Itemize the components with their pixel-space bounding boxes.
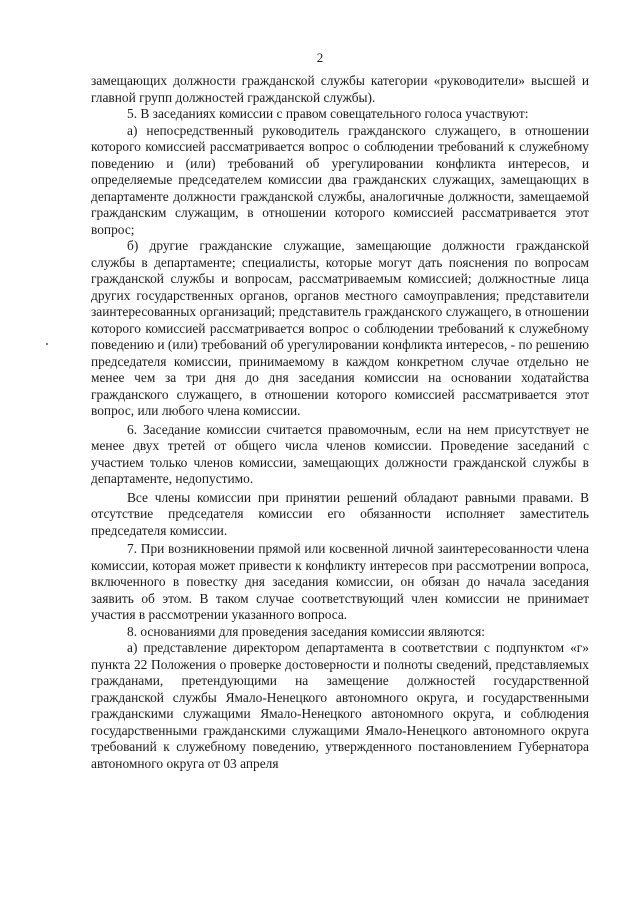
paragraph-item-8a: а) представление директором департамента в соответствии с подпунктом «г» пункта 22 Положения о проверке достоверности и полноты сведений, представляемых гражданами, претендующими на замещение должностей государственной гражданской службы Ямало-Ненецкого автономного округа, и государственными гражданскими служащими Ямало-Ненецкого автономного округа, и соблюдения государственными гражданскими служащими Ямало-Ненецкого автономного округа требований к служебному поведению, утвержденного постановлением Губернатора автономного округа от 03 апреля (91, 640, 589, 771)
document-body (91, 73, 589, 772)
paragraph-continuation: замещающих должности гражданской службы категории «руководители» высшей и главной групп должностей гражданской службы). (91, 73, 589, 105)
page-number: 2 (316, 50, 324, 65)
paragraph-item-7: 7. При возникновении прямой или косвенной личной заинтересованности члена комиссии, которая может привести к конфликту интересов при рассмотрении вопроса, включенного в повестку дня заседания комиссии, он обязан до начала заседания заявить об этом. В таком случае соответствующий член комиссии не принимает участия в рассмотрении указанного вопроса. (91, 541, 589, 622)
paragraph-item-5a: а) непосредственный руководитель гражданского служащего, в отношении которого комиссией рассматривается вопрос о соблюдении требований к служебному поведению и (или) требований об урегулировании конфликта интересов, и определяемые председателем комиссии два гражданских служащих, замещающих в департаменте должности гражданской службы, аналогичные должности, замещаемой гражданским служащим, в отношении которого комиссией рассматривается этот вопрос; (91, 122, 589, 237)
paragraph-item-8: 8. основаниями для проведения заседания комиссии являются: (127, 623, 485, 639)
paragraph-item-6: 6. Заседание комиссии считается правомочным, если на нем присутствует не менее двух третей от общего числа членов комиссии. Проведение заседаний с участием только членов комиссии, замещающих должности гражданской службы в департаменте, недопустимо. (91, 421, 589, 486)
paragraph-equal-rights: Все члены комиссии при принятии решений обладают равными правами. В отсутствие председателя комиссии его обязанности исполняет заместитель председателя комиссии. (91, 489, 589, 538)
paragraph-item-5b: б) другие гражданские служащие, замещающие должности гражданской службы в департаменте; специалисты, которые могут дать пояснения по вопросам гражданской службы и вопросам, рассматриваемым комиссией; должностные лица других государственных органов, органов местного самоуправления; представители заинтересованных организаций; представитель гражданского служащего, в отношении которого комиссией рассматривается вопрос о соблюдении требований к служебному поведению и (или) требований об урегулировании конфликта интересов, - по решению председателя комиссии, принимаемому в каждом конкретном случае отдельно не менее чем за три дня до дня заседания комиссии на основании ходатайства гражданского служащего, в отношении которого комиссией рассматривается этот вопрос, или любого члена комиссии. (91, 238, 589, 418)
scan-speck (46, 343, 48, 345)
paragraph-item-5: 5. В заседаниях комиссии с правом совещательного голоса участвуют: (127, 106, 529, 121)
